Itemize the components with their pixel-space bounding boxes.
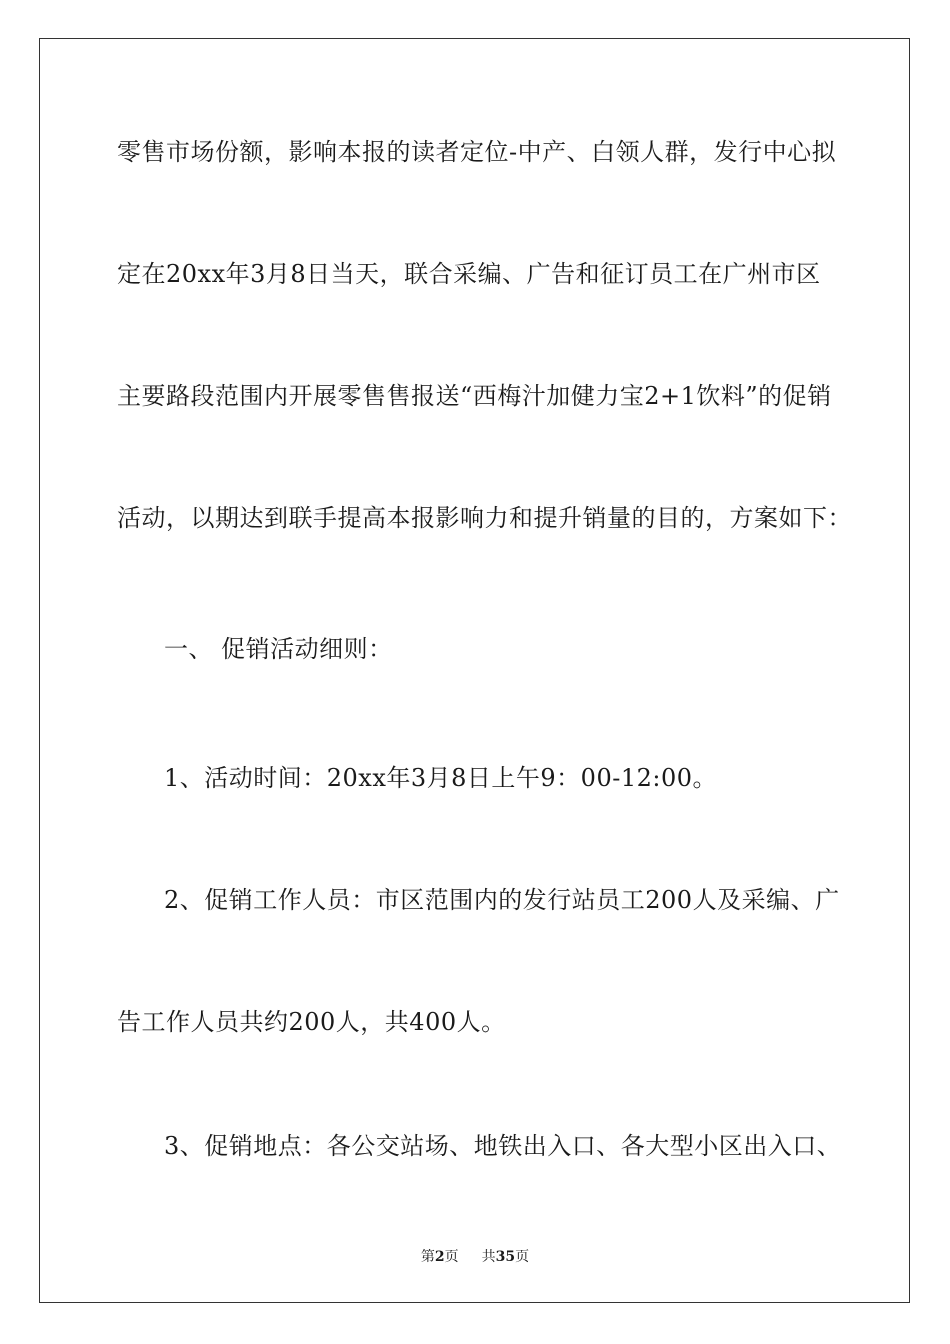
section-heading: 一、 促销活动细则：: [164, 635, 393, 663]
paragraph-line: 告工作人员共约200人，共400人。: [117, 1008, 506, 1036]
page-total: [482, 1248, 529, 1266]
total-pages: 35: [495, 1249, 516, 1265]
paragraph-line: 1、活动时间：20xx年3月8日上午9：00-12:00。: [164, 764, 717, 792]
total-prefix: 共: [481, 1249, 496, 1265]
current-page: 2: [434, 1249, 445, 1265]
paragraph-line: 主要路段范围内开展零售售报送“西梅汁加健力宝2+1饮料”的促销: [117, 382, 832, 410]
page-footer: [0, 1248, 950, 1266]
paragraph-line: 2、促销工作人员：市区范围内的发行站员工200人及采编、广: [164, 886, 840, 914]
paragraph-line: 活动，以期达到联手提高本报影响力和提升销量的目的，方案如下：: [117, 504, 852, 532]
paragraph-line: 3、促销地点：各公交站场、地铁出入口、各大型小区出入口、: [164, 1132, 842, 1160]
page-prefix: 第: [420, 1249, 435, 1265]
paragraph-line: 零售市场份额，影响本报的读者定位-中产、白领人群，发行中心拟: [117, 138, 837, 166]
page-border: [39, 38, 910, 1303]
total-suffix: 页: [515, 1249, 530, 1265]
page-number: [421, 1248, 459, 1266]
paragraph-line: 定在20xx年3月8日当天，联合采编、广告和征订员工在广州市区: [117, 260, 821, 288]
page-suffix: 页: [444, 1249, 459, 1265]
